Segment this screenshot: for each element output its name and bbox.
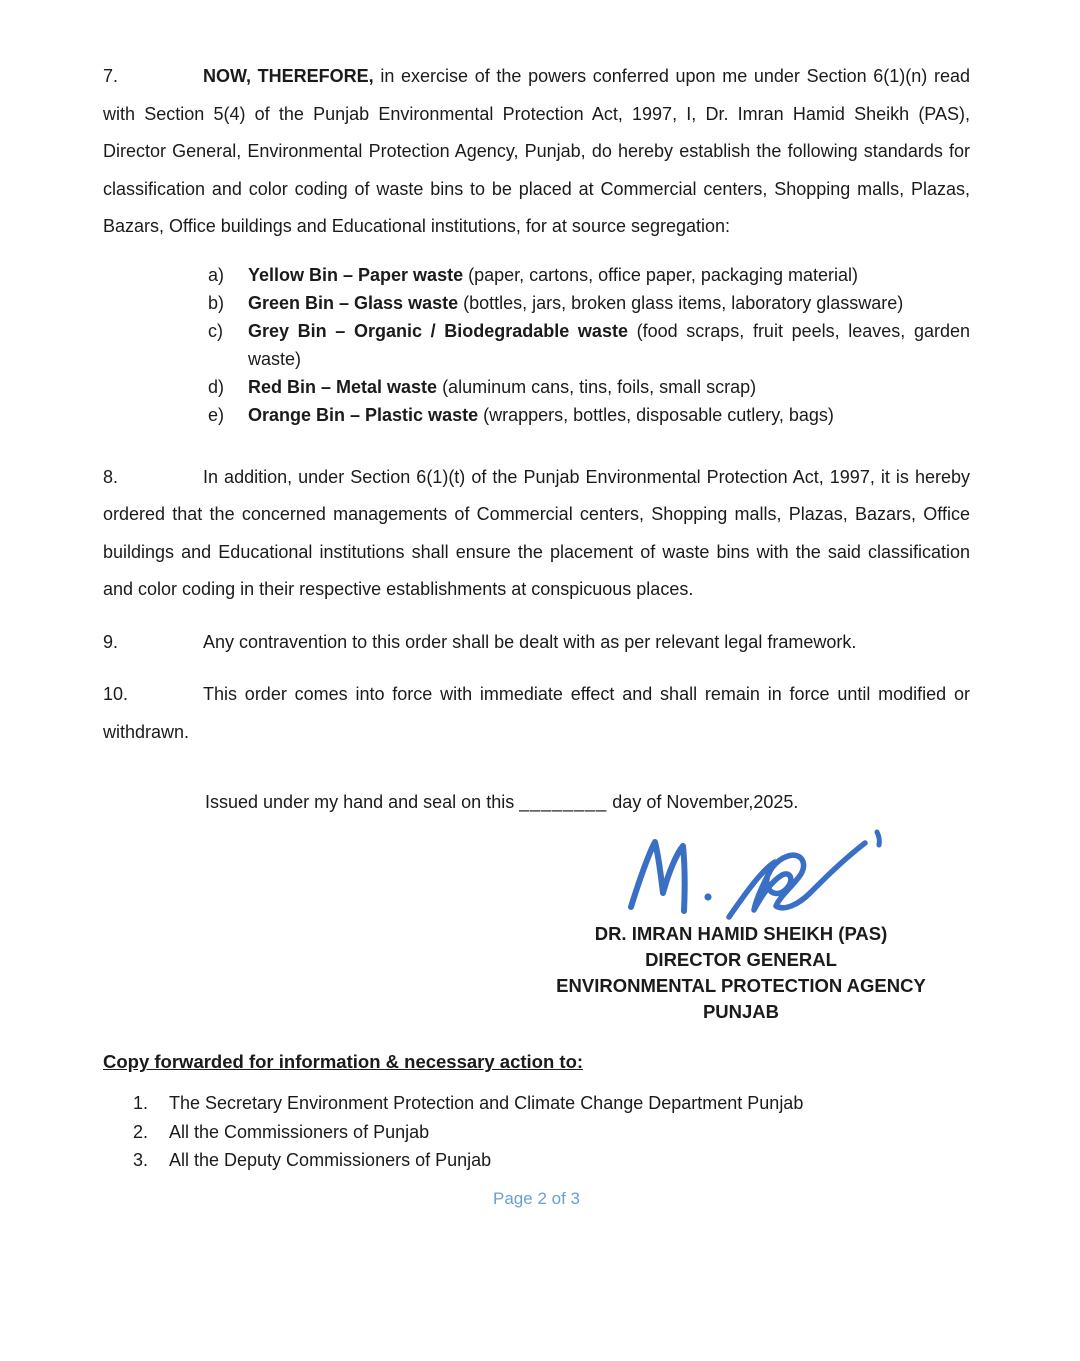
list-item — [133, 1089, 970, 1118]
signatory-block — [501, 921, 981, 1025]
paragraph-8-number: 8. — [103, 466, 119, 487]
date-blank: ________ — [519, 792, 608, 812]
paragraph-7-number: 7. — [103, 66, 119, 86]
list-item-text: All the Commissioners of Punjab — [169, 1121, 430, 1142]
signatory-agency: ENVIRONMENTAL PROTECTION AGENCY — [556, 975, 926, 996]
bin-examples: (bottles, jars, broken glass items, laboratory glassware) — [458, 292, 904, 313]
list-item-marker: 1. — [133, 1093, 149, 1113]
bin-examples: (paper, cartons, office paper, packaging material) — [463, 264, 858, 285]
paragraph-10-number: 10. — [103, 684, 129, 704]
bin-examples: (aluminum cans, tins, foils, small scrap) — [437, 376, 757, 397]
copy-forwarded-heading: Copy forwarded for information & necessary action to: — [103, 1051, 584, 1072]
paragraph-7-text: in exercise of the powers conferred upon me under Section 6(1)(n) read with Section 5(4) of the Punjab Environmental Protection Act, 1997, I, Dr. Imran Hamid Sheikh (PAS), Director General, Environmental Protection Agency, Punjab, do hereby establish the following standards for classification and color coding of waste bins to be placed at Commercial centers, Shopping malls, Plazas, Bazars, Office buildings and Educational institutions, for at source segregation: — [103, 66, 970, 236]
bin-examples: (wrappers, bottles, disposable cutlery, bags) — [478, 404, 834, 425]
list-item — [133, 1146, 970, 1175]
issued-line — [205, 789, 970, 815]
paragraph-9 — [103, 624, 970, 662]
copy-forwarded-list — [133, 1089, 970, 1175]
list-item-text: All the Deputy Commissioners of Punjab — [169, 1150, 492, 1170]
page-number-footer: Page 2 of 3 — [493, 1188, 580, 1208]
list-item-marker: d) — [208, 376, 225, 397]
list-item-marker: a) — [208, 264, 225, 285]
bin-examples: (food scraps, fruit peels, leaves, garden waste) — [248, 320, 970, 369]
list-item — [208, 317, 970, 373]
list-item-marker: 2. — [133, 1121, 149, 1142]
bin-name: Yellow Bin – Paper waste — [248, 264, 464, 285]
signature-ink — [615, 817, 925, 929]
paragraph-7-bold-lead: NOW, THEREFORE, — [203, 66, 374, 86]
list-item-marker: c) — [208, 320, 223, 341]
bin-name: Green Bin – Glass waste — [248, 292, 459, 313]
signatory-title: DIRECTOR GENERAL — [645, 949, 837, 970]
bin-name: Grey Bin – Organic / Biodegradable waste — [248, 320, 628, 341]
paragraph-7 — [103, 58, 970, 246]
list-item — [133, 1118, 970, 1147]
issued-suffix: day of November,2025. — [607, 792, 799, 812]
list-item — [208, 261, 970, 289]
bin-name: Red Bin – Metal waste — [248, 376, 438, 397]
signature-area — [103, 821, 970, 921]
list-item-text: The Secretary Environment Protection and Climate Change Department Punjab — [169, 1093, 804, 1113]
paragraph-9-number: 9. — [103, 631, 119, 652]
list-item-marker: b) — [208, 292, 225, 313]
signatory-region: PUNJAB — [702, 1001, 780, 1022]
list-item — [208, 289, 970, 317]
list-item-marker: 3. — [133, 1150, 149, 1170]
paragraph-10-text: This order comes into force with immediate effect and shall remain in force until modified or withdrawn. — [103, 684, 970, 742]
list-item — [208, 401, 970, 429]
issued-prefix: Issued under my hand and seal on this — [205, 792, 520, 812]
bin-name: Orange Bin – Plastic waste — [248, 404, 479, 425]
paragraph-8 — [103, 459, 970, 609]
list-item-marker: e) — [208, 404, 225, 425]
signatory-name: DR. IMRAN HAMID SHEIKH (PAS) — [594, 923, 888, 944]
paragraph-10 — [103, 676, 970, 751]
paragraph-9-text: Any contravention to this order shall be dealt with as per relevant legal framework. — [203, 631, 857, 652]
waste-bin-list — [208, 261, 970, 429]
paragraph-8-text: In addition, under Section 6(1)(t) of the Punjab Environmental Protection Act, 1997, it is hereby ordered that the concerned managements of Commercial centers, Shopping malls, Plazas, Bazars, Office buildings and Educational institutions shall ensure the placement of waste bins with the said classification and color coding in their respective establishments at conspicuous places. — [103, 466, 970, 599]
list-item — [208, 373, 970, 401]
